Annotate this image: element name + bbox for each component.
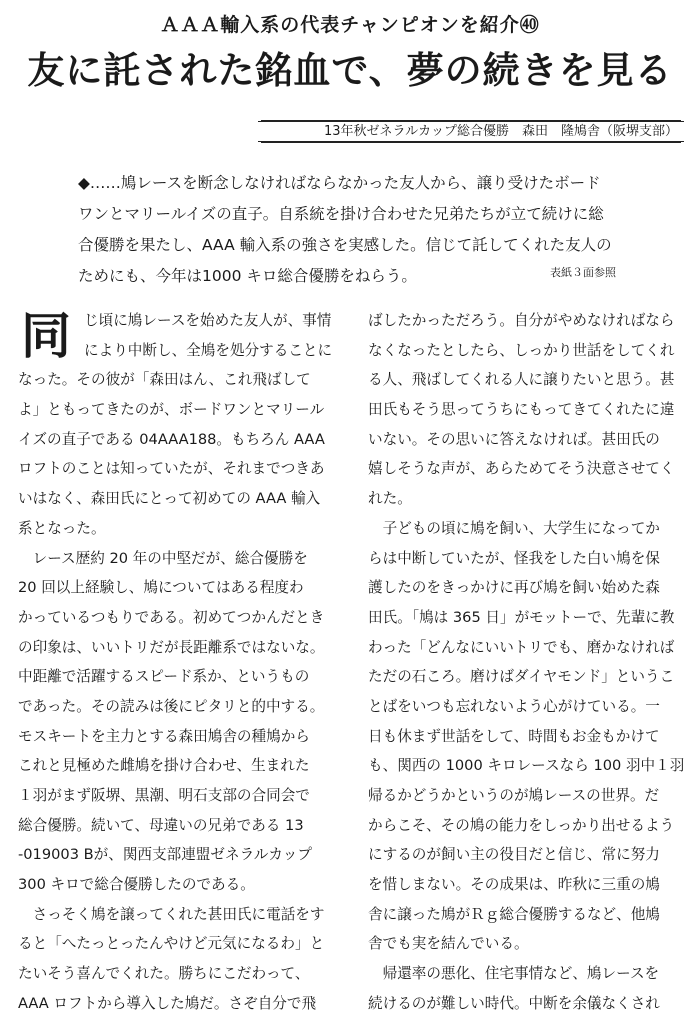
body-line: 系となった。 <box>18 519 106 537</box>
lead-line: ◆……鳩レースを断念しなければならなかった友人から、譲り受けたボード <box>78 174 601 192</box>
body-line: いはなく、森田氏にとって初めての AAA 輸入 <box>18 490 321 508</box>
body-line: たいそう喜んでくれた。勝ちにこだわって、 <box>18 965 310 983</box>
body-line: さっそく鳩を譲ってくれた甚田氏に電話をす <box>18 905 325 923</box>
body-line: ただの石ころ。磨けばダイヤモンド」というこ <box>368 668 675 686</box>
body-line: 護したのをきっかけに再び鳩を飼い始めた森 <box>368 579 660 597</box>
cover-reference: 表紙３面参照 <box>550 266 616 279</box>
body-line: 総合優勝。続いて、母違いの兄弟である 13 <box>18 816 304 834</box>
body-line: とばをいつも忘れないよう心がけている。一 <box>368 697 660 715</box>
body-line: -019003 Bが、関西支部連盟ゼネラルカップ <box>18 846 312 864</box>
body-line: 帰るかどうかというのが鳩レースの世界。だ <box>368 787 660 804</box>
body-line: ると「へたっとったんやけど元気になるわ」と <box>18 935 325 953</box>
body-column-left <box>18 306 338 1019</box>
body-line: 300 キロで総合優勝したのである。 <box>18 876 255 894</box>
body-line: 続けるのが難しい時代。中断を余儀なくされ <box>368 994 660 1012</box>
body-line: れた。 <box>368 490 412 508</box>
body-line: も、関西の 1000 キロレースなら 100 羽中１羽 <box>368 757 685 775</box>
body-line: なった。その彼が「森田はん、これ飛ばして <box>18 371 311 389</box>
body-line: 嬉しそうな声が、あらためてそう決意させてく <box>368 460 675 478</box>
article-headline: 友に託された銘血で、夢の続きを見る <box>27 48 673 92</box>
body-line: により中断し、全鳩を処分することに <box>84 341 333 359</box>
body-line: であった。その読みは後にピタリと的中する。 <box>18 697 325 715</box>
body-line: モスキートを主力とする森田鳩舎の種鳩から <box>18 727 310 745</box>
body-line: からこそ、その鳩の能力をしっかり出せるよう <box>368 816 675 834</box>
body-line: １羽がまず阪堺、黒潮、明石支部の合同会で <box>18 787 310 804</box>
body-line: を惜しまない。その成果は、昨秋に三重の鳩 <box>368 876 660 894</box>
body-line: 舎でも実を結んでいる。 <box>368 935 529 953</box>
body-line: 日も休まず世話をして、時間もお金もかけて <box>368 727 660 745</box>
body-line: る人、飛ばしてくれる人に譲りたいと思う。甚 <box>368 371 675 389</box>
body-line: じ頃に鳩レースを始めた友人が、事情 <box>84 312 332 329</box>
body-line: 帰還率の悪化、住宅事情など、鳩レースを <box>368 965 660 983</box>
body-line: の印象は、いいトリだが長距離系ではないな。 <box>18 638 325 656</box>
body-line: なくなったとしたら、しっかり世話をしてくれ <box>368 341 675 359</box>
body-line: これと見極めた雌鳩を掛け合わせ、生まれた <box>18 757 310 775</box>
body-line: いない。その思いに答えなければ。甚田氏の <box>368 430 660 448</box>
body-line: ばしたかっただろう。自分がやめなければなら <box>368 312 675 329</box>
lead-line: ワンとマリールイズの直子。自系統を掛け合わせた兄弟たちが立て続けに総 <box>78 205 604 223</box>
body-line: 20 回以上経験し、鳩についてはある程度わ <box>18 579 304 597</box>
body-line: 田氏。「鳩は 365 日」がモットーで、先輩に教 <box>368 608 675 626</box>
byline-bar <box>258 121 684 142</box>
body-line: かっているつもりである。初めてつかんだとき <box>18 608 325 626</box>
body-line: レース歴約 20 年の中堅だが、総合優勝を <box>18 549 308 567</box>
byline-text: 13年秋ゼネラルカップ総合優勝 森田 隆鳩舎（阪堺支部） <box>323 124 678 139</box>
series-title: ＡＡＡ輸入系の代表チャンピオンを紹介㊵ <box>160 14 540 36</box>
body-line: ロフトのことは知っていたが、それまでつきあ <box>18 460 325 478</box>
body-line: にするのが飼い主の役目だと信じ、常に努力 <box>368 846 660 864</box>
body-line: 舎に譲った鳩がＲｇ総合優勝するなど、他鳩 <box>368 905 660 923</box>
body-line: AAA ロフトから導入した鳩だ。さぞ自分で飛 <box>18 994 317 1012</box>
body-line: 中距離で活躍するスピード系か、というもの <box>18 668 310 686</box>
body-line: 田氏もそう思ってうちにもってきてくれたに違 <box>368 401 675 419</box>
drop-cap: 同 <box>21 306 71 365</box>
lead-line: ためにも、今年は1000 キロ総合優勝をねらう。 <box>78 267 417 285</box>
body-line: らは中断していたが、怪我をした白い鳩を保 <box>368 549 660 567</box>
lead-line: 合優勝を果たし、AAA 輸入系の強さを実感した。信じて託してくれた友人の <box>78 236 612 254</box>
body-column-right <box>368 306 688 1019</box>
body-line: よ」ともってきたのが、ボードワンとマリール <box>18 401 325 419</box>
body-line: 子どもの頃に鳩を飼い、大学生になってか <box>368 519 660 537</box>
body-line: イズの直子である 04AAA188。もちろん AAA <box>18 430 325 448</box>
body-line: わった「どんなにいいトリでも、磨かなければ <box>368 638 675 656</box>
